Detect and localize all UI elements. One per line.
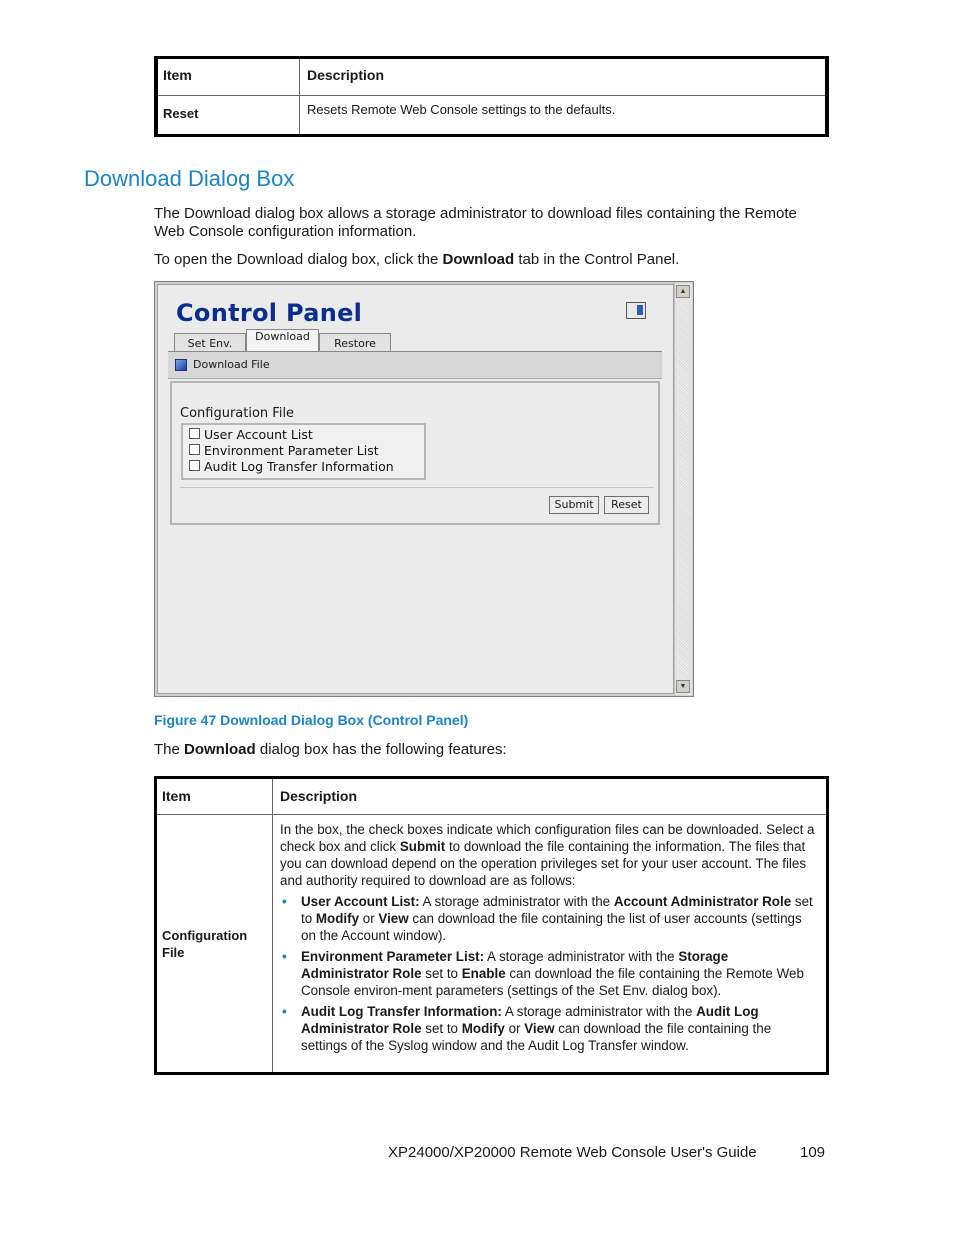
text-bold: Audit Log Administrator Role (301, 1004, 759, 1036)
features-pre: The (154, 741, 185, 758)
checkbox-label: Audit Log Transfer Information (204, 459, 394, 474)
subtab-bar (168, 352, 662, 379)
checkbox-label: Environment Parameter List (204, 443, 379, 458)
control-panel-window (157, 284, 674, 694)
text: or (359, 911, 379, 926)
reset-table (154, 56, 829, 137)
open-text-pre: To open the Download dialog box, click the (154, 251, 443, 268)
features-intro (154, 741, 829, 759)
description-paragraph (280, 821, 818, 889)
submit-button[interactable]: Submit (549, 496, 599, 514)
text-bold: Storage Administrator Role (301, 949, 729, 981)
text: set to (421, 966, 462, 981)
scroll-down-icon[interactable]: ▼ (676, 680, 690, 693)
features-bold: Download (184, 741, 256, 758)
reset-button[interactable]: Reset (604, 496, 649, 514)
open-text-bold: Download (442, 251, 515, 268)
text-bold: View (524, 1021, 555, 1036)
file-list (280, 893, 818, 1054)
text: can download the file containing the Remote Web Console environ-ment parameters (settings of the Set Env. dialog box). (301, 966, 804, 998)
bullet-icon: • (282, 949, 287, 964)
table-header-row (156, 778, 828, 815)
checkbox-audit-log-transfer-information[interactable] (189, 459, 394, 474)
figure-caption: Figure 47 Download Dialog Box (Control Panel) (154, 712, 469, 728)
checkbox-icon[interactable] (189, 428, 200, 439)
download-file-icon (175, 359, 187, 371)
checkbox-icon[interactable] (189, 444, 200, 455)
row-description: Resets Remote Web Console settings to the defaults. (300, 96, 828, 136)
open-instructions (154, 251, 829, 269)
text-bold: Modify (315, 911, 360, 926)
scroll-up-icon[interactable]: ▲ (676, 285, 690, 298)
header-item: Item (156, 778, 273, 815)
panel-divider (180, 487, 654, 488)
text: A storage administrator with the (419, 894, 614, 909)
tab-download[interactable]: Download (246, 329, 319, 351)
row-item-configuration-file: Configuration File (156, 815, 273, 1074)
vertical-scrollbar[interactable] (674, 283, 692, 695)
text: to download the file containing the information. The files that you can download depend on the operation privileges set for your user account. The files and authority required to download are as follows: (280, 839, 807, 888)
text: set to (421, 1021, 462, 1036)
tab-restore[interactable]: Restore (319, 333, 391, 351)
bullet-icon: • (282, 894, 287, 909)
text: set to (301, 894, 813, 926)
list-item (280, 893, 818, 944)
header-item: Item (156, 58, 300, 96)
text-bold: Modify (461, 1021, 505, 1036)
list-item (280, 1003, 818, 1054)
configuration-file-label: Configuration File (180, 406, 295, 421)
row-item: Reset (156, 96, 300, 136)
control-panel-title: Control Panel (176, 299, 363, 327)
control-panel-screenshot (154, 281, 694, 697)
features-post: dialog box has the following features: (255, 741, 507, 758)
text: A storage administrator with the (501, 1004, 697, 1019)
text-bold: User Account List: (301, 894, 420, 909)
table-row (156, 96, 827, 136)
intro-paragraph: The Download dialog box allows a storage administrator to download files containing the Remote Web Console configuration information. (154, 205, 797, 240)
text: can download the file containing the settings of the Syslog window and the Audit Log Transfer window. (301, 1021, 772, 1053)
footer-title: XP24000/XP20000 Remote Web Console User's Guide (388, 1144, 757, 1161)
table-header-row (156, 58, 827, 96)
checkbox-icon[interactable] (189, 460, 200, 471)
text-bold: View (378, 911, 409, 926)
header-description: Description (273, 778, 828, 815)
checkbox-environment-parameter-list[interactable] (189, 443, 379, 458)
tab-set-env[interactable]: Set Env. (174, 333, 246, 351)
text: can download the file containing the list of user accounts (settings on the Account window). (301, 911, 802, 943)
subtab-download-file[interactable]: Download File (193, 358, 270, 371)
row-description (273, 815, 828, 1074)
page-number: 109 (800, 1144, 826, 1161)
text: A storage administrator with the (484, 949, 679, 964)
window-toggle-icon[interactable] (626, 302, 646, 319)
text-bold: Audit Log Transfer Information: (301, 1004, 502, 1019)
checkbox-label: User Account List (204, 427, 313, 442)
open-text-post: tab in the Control Panel. (514, 251, 680, 268)
list-item (280, 948, 818, 999)
text: In the box, the check boxes indicate which configuration files can be downloaded. Select a check box and click (280, 822, 815, 854)
table-row (156, 815, 828, 1074)
text-bold: Enable (461, 966, 506, 981)
text-bold: Submit (399, 839, 446, 854)
section-heading: Download Dialog Box (84, 166, 295, 191)
bullet-icon: • (282, 1004, 287, 1019)
configuration-file-box (181, 423, 426, 480)
checkbox-user-account-list[interactable] (189, 427, 313, 442)
text-bold: Environment Parameter List: (301, 949, 485, 964)
features-table (154, 776, 829, 1075)
text-bold: Account Administrator Role (613, 894, 792, 909)
configuration-panel (170, 381, 660, 525)
text: or (504, 1021, 525, 1036)
header-description: Description (300, 58, 828, 96)
